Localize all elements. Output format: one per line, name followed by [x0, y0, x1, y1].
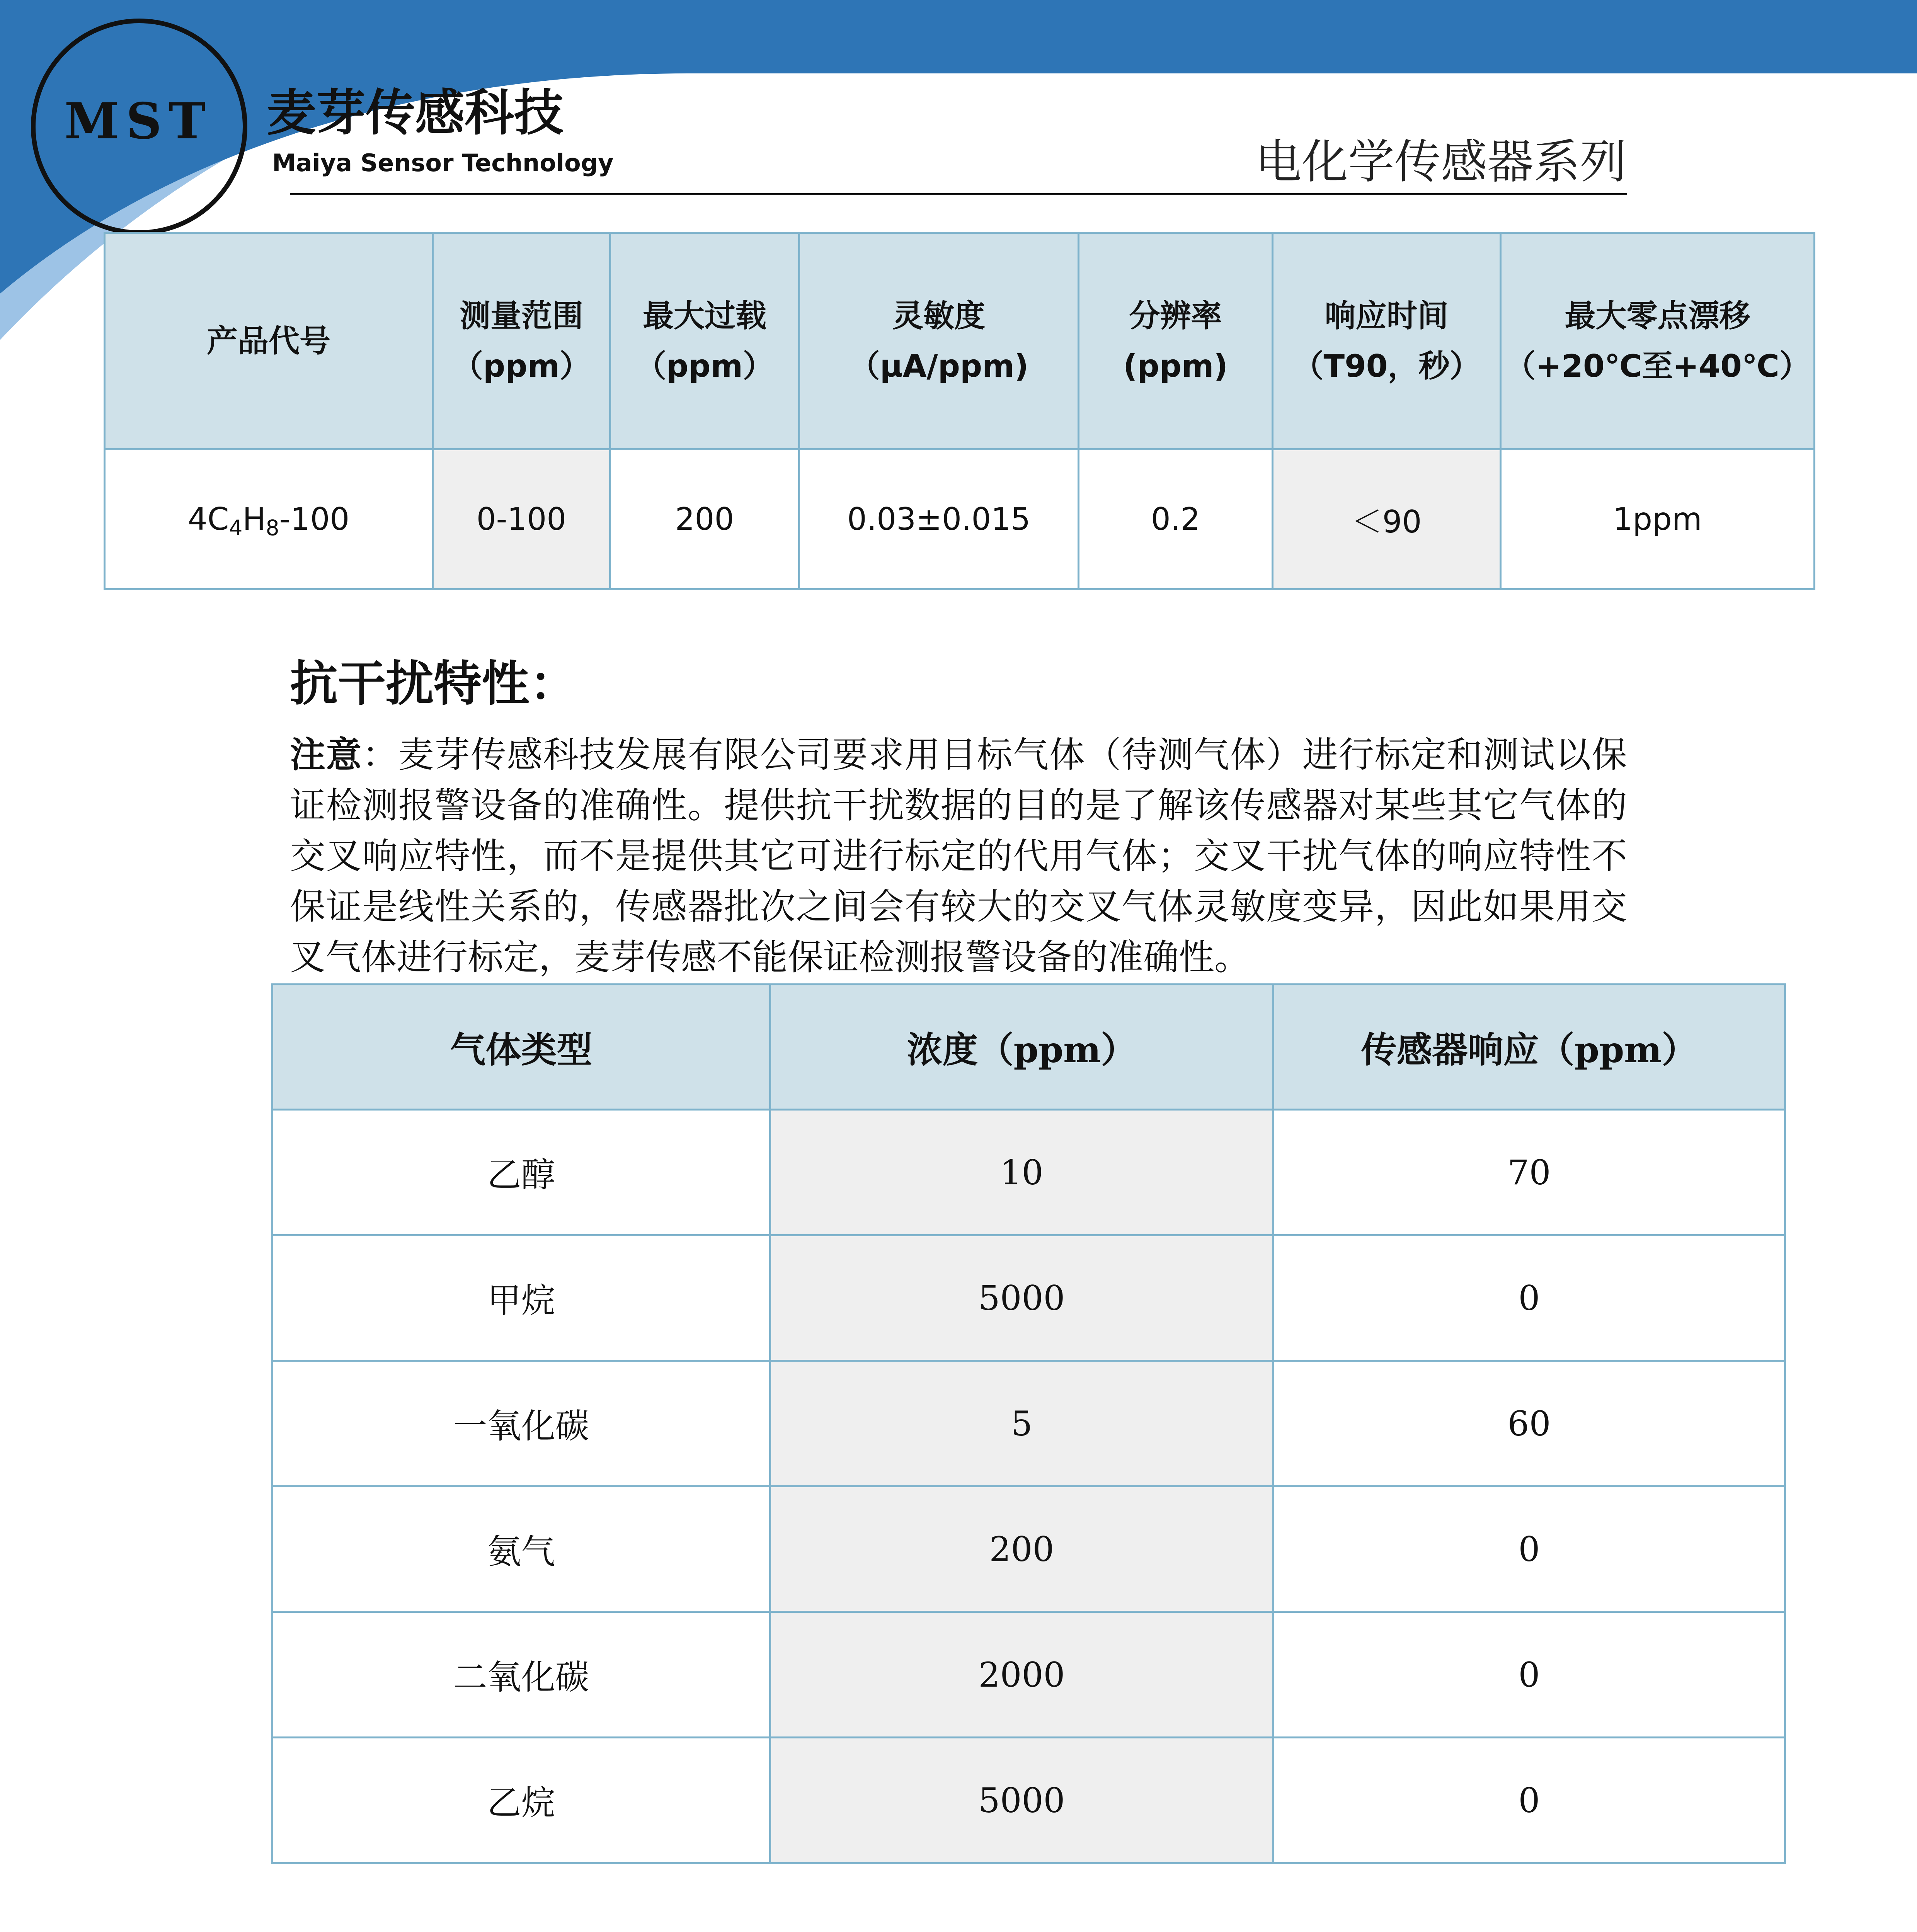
spec-data-row	[105, 449, 1815, 589]
spec-cell-range: 0-100	[433, 449, 610, 589]
table-row	[272, 1361, 1785, 1486]
gas-name: 乙醇	[272, 1110, 770, 1235]
gas-concentration: 5	[770, 1361, 1273, 1486]
header-divider	[290, 193, 1627, 195]
table-row	[272, 1738, 1785, 1863]
spec-cell-resolution: 0.2	[1079, 449, 1273, 589]
spec-cell-code: $4C_4H_8-100$	[105, 449, 433, 589]
gas-response: 0	[1273, 1486, 1785, 1612]
spec-header-resolution: 分辨率 (ppm)	[1079, 233, 1273, 449]
spec-header-code: 产品代号	[105, 233, 433, 449]
spec-header-response-time: 响应时间 （T90，秒）	[1273, 233, 1501, 449]
gas-response: 70	[1273, 1110, 1785, 1235]
spec-header-row	[105, 233, 1815, 449]
spec-table	[104, 232, 1815, 590]
spec-header-range: 测量范围 （ppm）	[433, 233, 610, 449]
gas-concentration: 5000	[770, 1738, 1273, 1863]
spec-cell-zero-drift: 1ppm	[1501, 449, 1815, 589]
gas-name: 二氧化碳	[272, 1612, 770, 1738]
gas-response: 0	[1273, 1235, 1785, 1361]
table-row	[272, 1110, 1785, 1235]
gas-response: 60	[1273, 1361, 1785, 1486]
interference-note	[290, 730, 1627, 985]
table-row	[272, 1612, 1785, 1738]
logo-text: MST	[64, 92, 213, 150]
interference-table	[271, 983, 1786, 1864]
spec-header-zero-drift: 最大零点漂移 （+20℃至+40℃）	[1501, 233, 1815, 449]
header-gas-type: 气体类型	[272, 985, 770, 1110]
spec-header-sensitivity: 灵敏度 （μA/ppm)	[799, 233, 1079, 449]
gas-concentration: 200	[770, 1486, 1273, 1612]
spec-cell-sensitivity: 0.03±0.015	[799, 449, 1079, 589]
gas-response: 0	[1273, 1738, 1785, 1863]
header-concentration: 浓度（ppm）	[770, 985, 1273, 1110]
section-title: 抗干扰特性：	[290, 656, 578, 712]
gas-name: 一氧化碳	[272, 1361, 770, 1486]
note-label: 注意	[290, 734, 363, 776]
interference-header-row	[272, 985, 1785, 1110]
gas-concentration: 10	[770, 1110, 1273, 1235]
gas-name: 氨气	[272, 1486, 770, 1612]
gas-name: 甲烷	[272, 1235, 770, 1361]
table-row	[272, 1486, 1785, 1612]
gas-concentration: 2000	[770, 1612, 1273, 1738]
spec-cell-overload: 200	[610, 449, 799, 589]
gas-response: 0	[1273, 1612, 1785, 1738]
header-sensor-response: 传感器响应（ppm）	[1273, 985, 1785, 1110]
note-text: ：麦芽传感科技发展有限公司要求用目标气体（待测气体）进行标定和测试以保证检测报警设备的准确性。提供抗干扰数据的目的是了解该传感器对某些其它气体的交叉响应特性，而不是提供其它可进行标定的代用气体；交叉干扰气体的响应特性不保证是线性关系的，传感器批次之间会有较大的交叉气体灵敏度变异，因此如果用交叉气体进行标定，麦芽传感不能保证检测报警设备的准确性。	[290, 734, 1627, 978]
series-title: 电化学传感器系列	[1255, 135, 1626, 189]
gas-name: 乙烷	[272, 1738, 770, 1863]
gas-concentration: 5000	[770, 1235, 1273, 1361]
brand-name-cn: 麦芽传感科技	[267, 84, 564, 142]
brand-name-en: Maiya Sensor Technology	[272, 149, 614, 177]
table-row	[272, 1235, 1785, 1361]
spec-cell-response-time: ＜90	[1273, 449, 1501, 589]
spec-header-overload: 最大过载 （ppm）	[610, 233, 799, 449]
